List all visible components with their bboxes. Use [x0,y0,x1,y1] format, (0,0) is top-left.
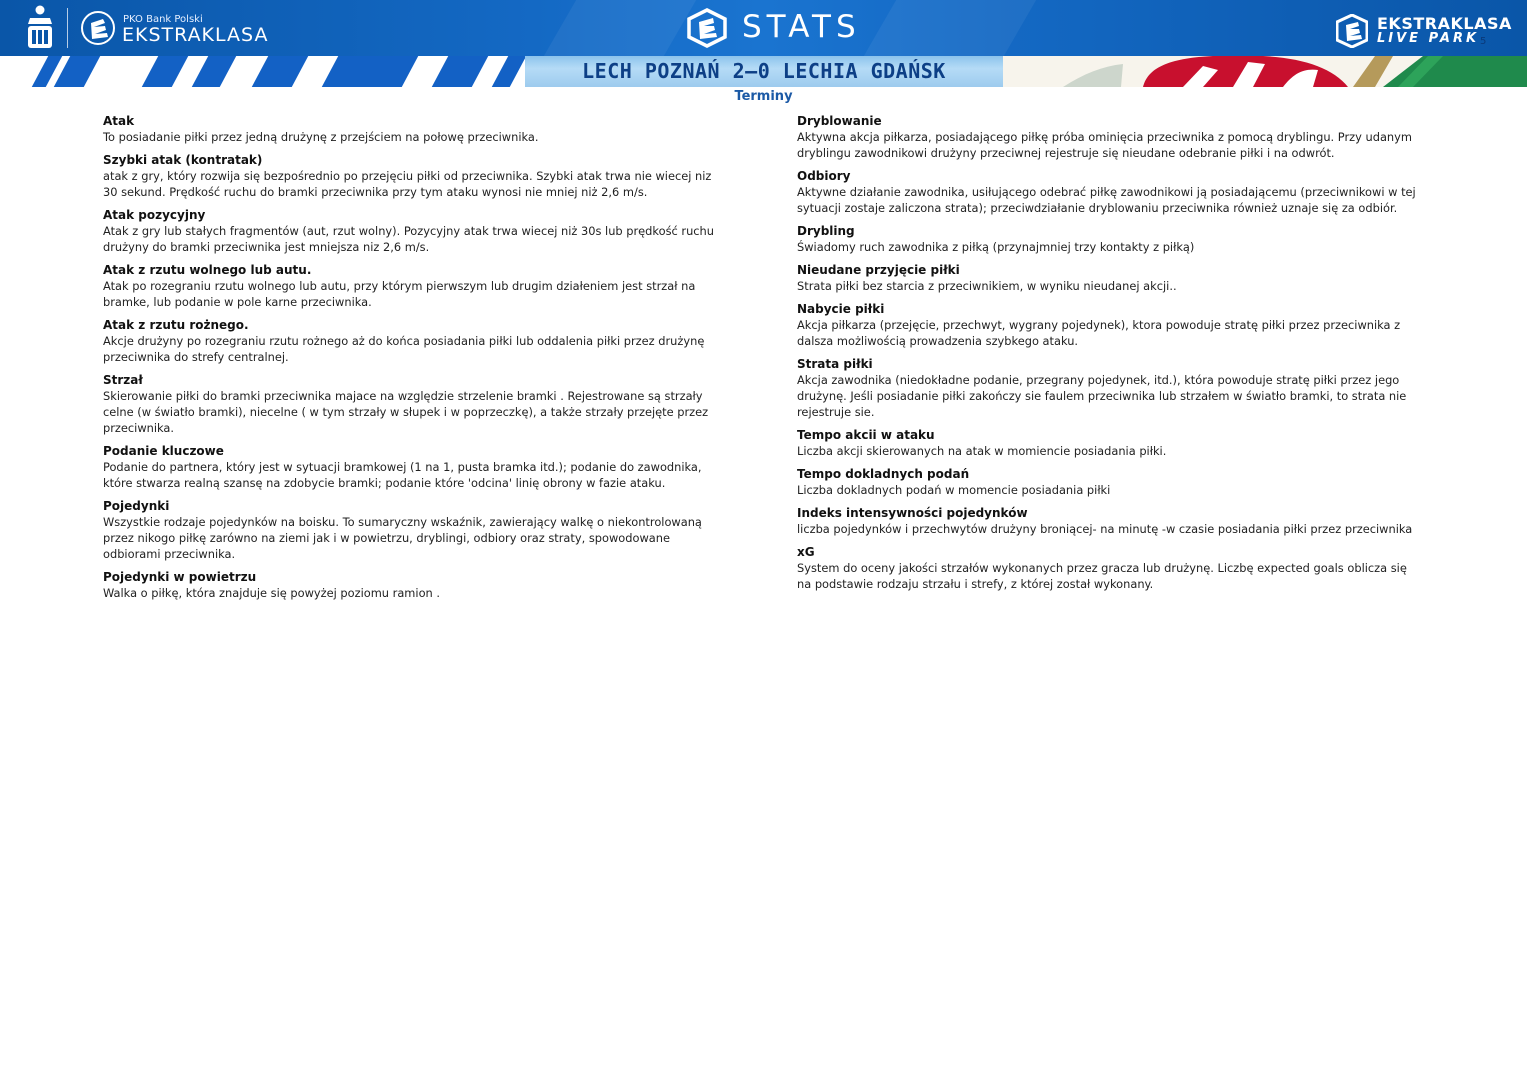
stripe [429,56,491,87]
term-definition: atak z gry, który rozwija się bezpośrednio po przejęciu piłki od przeciwnika. Szybki atak trwa nie wiecej niz 30 sekund. Prędkość ruchu do bramki przeciwnika przy tym ataku wynosi nie mniej niż 2,6 m/s. [103,169,712,199]
term-definition: liczba pojedynków i przechwytów drużyny broniącej- na minutę -w czasie posiadania piłki przez przeciwnika [797,522,1413,536]
term-name: Szybki atak (kontratak) [103,153,263,167]
stats-logo-icon [686,8,728,48]
term-definition: Akcja zawodnika (niedokładne podanie, przegrany pojedynek, itd.), która powoduje stratę piłki przez jego drużynę. Jeśli posiadanie piłki zakończy sie faulem przeciwnika lub strzałem w światło bramki, to strata nie rejestruje sie. [797,373,1407,419]
term-definition: System do oceny jakości strzałów wykonanych przez gracza lub drużynę. Liczbę expected goals oblicza się na podstawie rodzaju strzału i strefy, z której został wykonany. [797,561,1407,591]
term-entry [797,223,1422,255]
term-name: Strata piłki [797,357,873,371]
term-name: Nabycie piłki [797,302,885,316]
term-entry [103,317,728,365]
live-park-logo-icon [1336,14,1368,48]
term-name: Tempo dokladnych podań [797,467,970,481]
stats-title: STATS [742,9,861,45]
pko-bank-logo-icon [22,4,58,50]
term-name: Atak z rzutu wolnego lub autu. [103,263,312,277]
term-definition: Liczba dokladnych podań w momencie posiadania piłki [797,483,1111,497]
term-entry [103,498,728,562]
term-definition: Atak po rozegraniu rzutu wolnego lub autu, przy którym pierwszym lub drugim działeniem jest strzał na bramke, lub podanie w pole karne przeciwnika. [103,279,696,309]
term-name: Drybling [797,224,855,238]
term-name: Odbiory [797,169,851,183]
term-name: Podanie kluczowe [103,444,224,458]
stripe [249,56,311,87]
section-title: Terminy [734,89,793,104]
term-definition: Skierowanie piłki do bramki przeciwnika majace na względzie strzelenie bramki . Rejestrowane są strzały celne (w światło bramki), niecelne ( w tym strzały w słupek i w poprzeczkę), a także strzały przejęte przez przeciwnika. [103,389,709,435]
term-name: xG [797,545,815,559]
stripe [189,56,239,87]
term-entry [103,569,728,601]
stripe [139,56,191,87]
term-definition: Akcje drużyny po rozegraniu rzutu rożnego aż do końca posiadania piłki lub oddalenia piłki przez drużynę przeciwnika do strefy centralnej. [103,334,705,364]
term-entry [797,427,1422,459]
home-team-stripes [0,56,525,87]
term-name: Atak pozycyjny [103,208,206,222]
term-entry [797,113,1422,161]
header-bar [0,0,1527,56]
term-definition: Walka o piłkę, która znajduje się powyżej poziomu ramion . [103,586,441,600]
term-name: Nieudane przyjęcie piłki [797,263,960,277]
term-entry [103,443,728,491]
term-definition: Aktywne działanie zawodnika, usiłującego odebrać piłkę zawodnikowi ją posiadającemu (przeciwnikowi w tej sytuacji zostaje zaliczona strata); przeciwdziałanie dryblowaniu przeciwnika również uznaje się za odbiór. [797,185,1416,215]
stripe [319,56,421,87]
stripe [489,56,525,87]
term-definition: Świadomy ruch zawodnika z piłką (przynajmniej trzy kontakty z piłką) [797,240,1195,254]
term-entry [103,207,728,255]
term-definition: Akcja piłkarza (przejęcie, przechwyt, wygrany pojedynek), ktora powoduje stratę piłki przez przeciwnika z dalsza możliwością prowadzenia szybkego ataku. [797,318,1401,348]
brand-league-name: EKSTRAKLASA [122,24,269,46]
away-team-crest-decor [1003,56,1527,87]
terms-column-left [103,113,728,608]
match-banner [0,56,1527,87]
term-definition: Podanie do partnera, który jest w sytuacji bramkowej (1 na 1, pusta bramka itd.); podanie do zawodnika, które stwarza realną szansę na zdobycie bramki; podanie które 'odcina' linię obrony w fazie ataku. [103,460,702,490]
term-entry [797,505,1422,537]
page-number: 5 [1480,36,1487,47]
match-title-box [525,56,1003,87]
term-definition: Strata piłki bez starcia z przeciwnikiem, w wyniku nieudanej akcji.. [797,279,1177,293]
term-name: Dryblowanie [797,114,882,128]
header-divider [67,8,68,48]
term-entry [103,152,728,200]
term-entry [103,113,728,145]
term-entry [797,168,1422,216]
term-entry [103,372,728,436]
term-name: Strzał [103,373,143,387]
ekstraklasa-badge-icon [80,10,116,46]
live-park-title: EKSTRAKLASA [1377,14,1512,33]
term-name: Atak z rzutu rożnego. [103,318,249,332]
match-title: LECH POZNAŃ 2–0 LECHIA GDAŃSK [582,59,946,83]
term-entry [103,262,728,310]
term-name: Pojedynki [103,499,170,513]
away-team-crest-icon [1003,56,1527,87]
terms-column-right [797,113,1422,599]
term-entry [797,356,1422,420]
term-definition: To posiadanie piłki przez jedną drużynę z przejściem na połowę przeciwnika. [103,130,539,144]
header-decor-sweep [544,0,696,56]
term-definition: Wszystkie rodzaje pojedynków na boisku. To sumaryczny wskaźnik, zawierający walkę o niekontrolowaną przez nikogo piłkę zarówno na ziemi jak i w powietrzu, dryblingi, odbiory oraz straty, spowodowane odbiorami przeciwnika. [103,515,702,561]
term-definition: Liczba akcji skierowanych na atak w momiencie posiadania piłki. [797,444,1167,458]
term-name: Tempo akcii w ataku [797,428,935,442]
term-entry [797,466,1422,498]
brand-sponsor-text: PKO Bank Polski [123,14,203,25]
term-entry [797,262,1422,294]
header-decor-sweep [864,0,1036,56]
term-name: Indeks intensywności pojedynków [797,506,1028,520]
term-entry [797,544,1422,592]
term-name: Pojedynki w powietrzu [103,570,257,584]
live-park-subtitle: LIVE PARK [1377,31,1480,46]
term-definition: Atak z gry lub stałych fragmentów (aut, rzut wolny). Pozycyjny atak trwa wiecej niż 30s lub prędkość ruchu drużyny do bramki przeciwnika jest mniejsza niz 2,6 m/s. [103,224,714,254]
term-name: Atak [103,114,135,128]
term-definition: Aktywna akcja piłkarza, posiadającego piłkę próba ominięcia przeciwnika z pomocą dryblingu. Przy udanym dryblingu zawodnikowi drużyny przeciwnej rejestruje się nieudane odebranie piłki i na odwrót. [797,130,1412,160]
term-entry [797,301,1422,349]
